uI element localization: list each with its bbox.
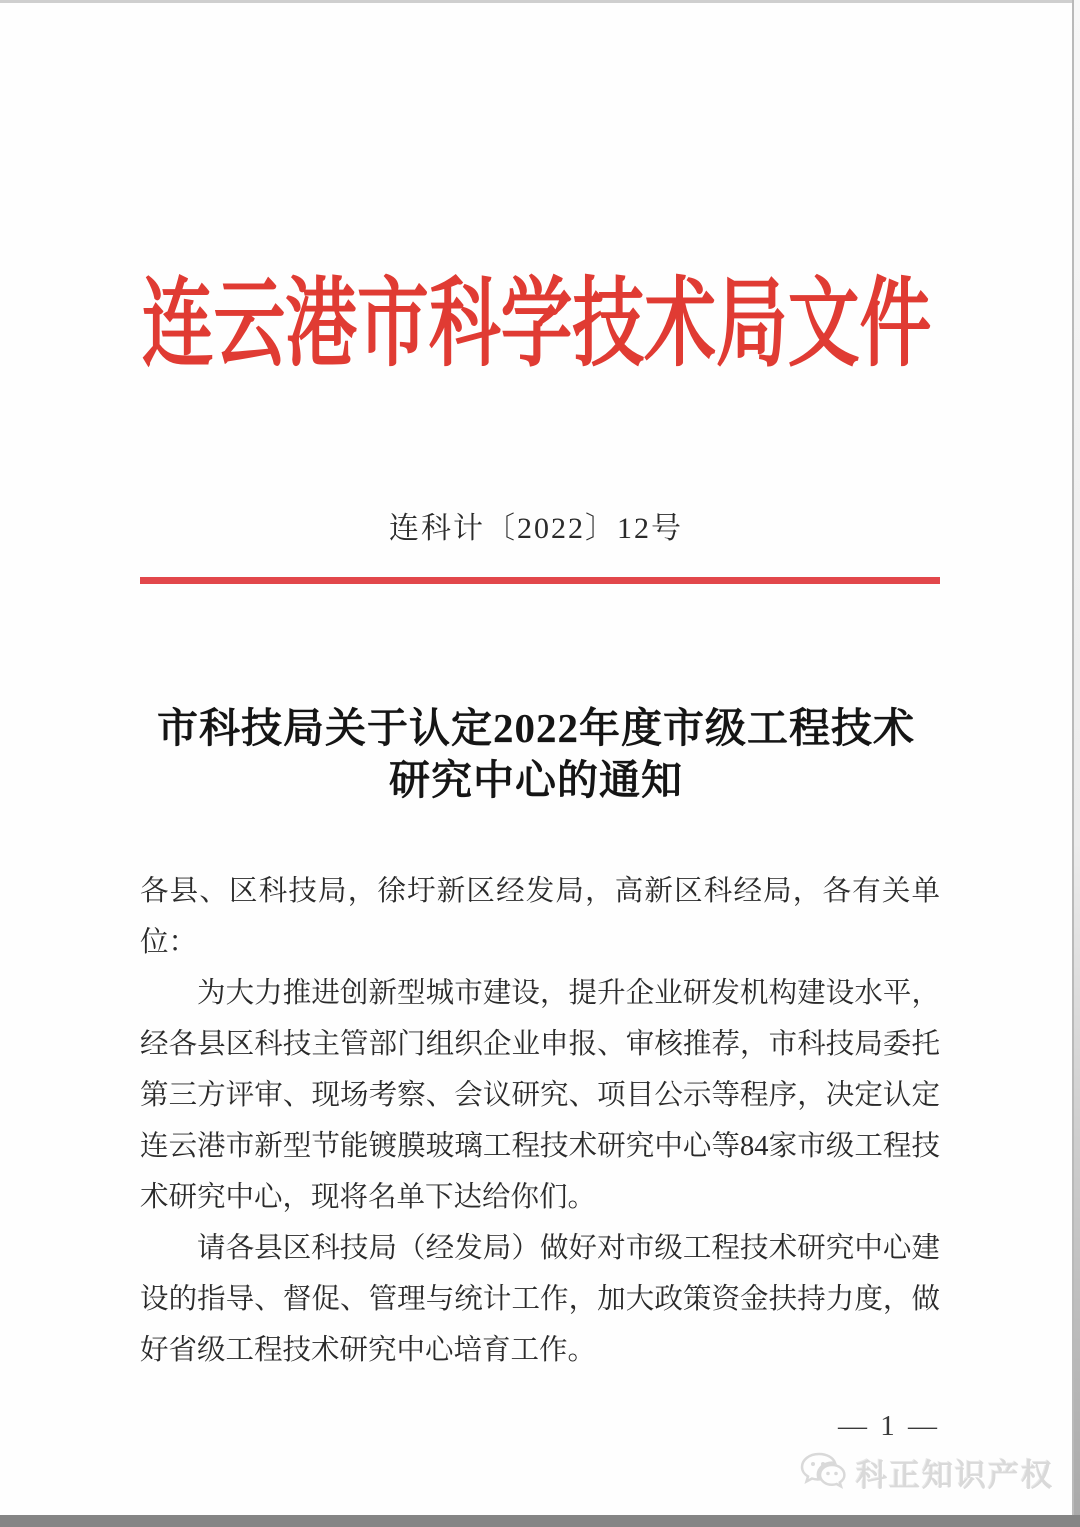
- scan-edge-bottom: [0, 1515, 1080, 1527]
- agency-banner-title: [0, 272, 1072, 379]
- notice-title-line-2: 研究中心的通知: [389, 757, 683, 803]
- document-number: 连科计〔2022〕12号: [389, 512, 683, 545]
- notice-title: [0, 702, 1072, 806]
- notice-body: [140, 866, 940, 1376]
- scan-edge-top: [0, 0, 1080, 3]
- scan-edge-right: [1072, 0, 1080, 1527]
- body-paragraph-1: 为大力推进创新型城市建设，提升企业研发机构建设水平，经各县区科技主管部门组织企业申报、审核推荐，市科技局委托第三方评审、现场考察、会议研究、项目公示等程序，决定认定连云港市新型节能镀膜玻璃工程技术研究中心等84家市级工程技术研究中心，现将名单下达给你们。: [140, 978, 940, 1213]
- watermark-label: 科正知识产权: [856, 1458, 1054, 1493]
- agency-banner-title-text: 连云港市科学技术局文件: [141, 271, 931, 378]
- notice-title-line-1: 市科技局关于认定2022年度市级工程技术: [157, 705, 915, 751]
- red-divider-line: [140, 577, 940, 584]
- body-paragraph-2: 请各县区科技局（经发局）做好对市级工程技术研究中心建设的指导、督促、管理与统计工作，加大政策资金扶持力度，做好省级工程技术研究中心培育工作。: [140, 1233, 940, 1366]
- wechat-icon: [799, 1451, 851, 1495]
- watermark: [799, 1450, 1054, 1495]
- salutation-line: 各县、区科技局，徐圩新区经发局，高新区科经局，各有关单位：: [140, 876, 940, 958]
- page-number: — 1 —: [838, 1410, 940, 1442]
